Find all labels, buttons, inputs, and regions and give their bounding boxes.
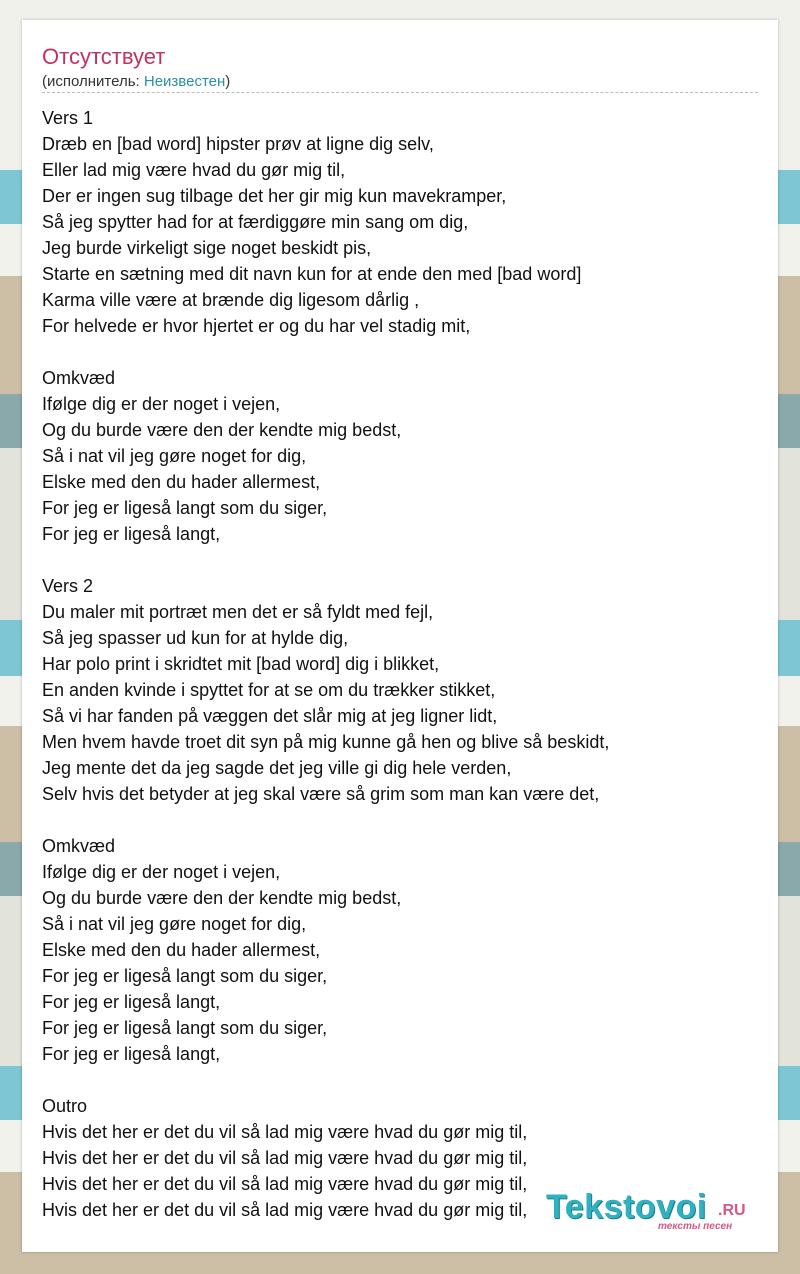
lyric-line: Karma ville være at brænde dig ligesom dårlig , (42, 290, 420, 310)
lyric-line: For jeg er ligeså langt, (42, 524, 221, 544)
logo-domain: .RU (718, 1202, 746, 1219)
lyric-line: Jeg burde virkeligt sige noget beskidt pis, (42, 238, 372, 258)
lyric-line: Elske med den du hader allermest, (42, 940, 321, 960)
lyric-line: For helvede er hvor hjertet er og du har vel stadig mit, (42, 316, 471, 336)
logo-wordmark: Tekstovoi (546, 1188, 707, 1226)
lyric-line: For jeg er ligeså langt som du siger, (42, 1018, 328, 1038)
lyric-line: Så jeg spytter had for at færdiggøre min sang om dig, (42, 212, 469, 232)
lyric-line: Ifølge dig er der noget i vejen, (42, 394, 281, 414)
site-logo[interactable] (546, 1188, 756, 1232)
lyrics-stanza (42, 833, 758, 1067)
song-title: Отсутствует (42, 44, 166, 69)
lyric-line: Jeg mente det da jeg sagde det jeg ville gi dig hele verden, (42, 758, 512, 778)
lyric-line: Så i nat vil jeg gøre noget for dig, (42, 446, 307, 466)
title-divider (42, 92, 758, 93)
lyric-line: Eller lad mig være hvad du gør mig til, (42, 160, 346, 180)
lyric-line: Selv hvis det betyder at jeg skal være så grim som man kan være det, (42, 784, 600, 804)
lyric-line: En anden kvinde i spyttet for at se om du trækker stikket, (42, 680, 496, 700)
stanza-heading: Vers 2 (42, 576, 94, 596)
stanza-heading: Omkvæd (42, 836, 116, 856)
lyric-line: For jeg er ligeså langt som du siger, (42, 498, 328, 518)
lyric-line: Men hvem havde troet dit syn på mig kunne gå hen og blive så beskidt, (42, 732, 610, 752)
lyric-line: Dræb en [bad word] hipster prøv at ligne dig selv, (42, 134, 434, 154)
lyric-line: Hvis det her er det du vil så lad mig være hvad du gør mig til, (42, 1148, 528, 1168)
lyric-line: For jeg er ligeså langt som du siger, (42, 966, 328, 986)
lyric-line: Har polo print i skridtet mit [bad word] dig i blikket, (42, 654, 440, 674)
lyric-line: Elske med den du hader allermest, (42, 472, 321, 492)
lyric-line: Så vi har fanden på væggen det slår mig at jeg ligner lidt, (42, 706, 498, 726)
lyric-line: Og du burde være den der kendte mig bedst, (42, 888, 402, 908)
lyrics-body (42, 105, 758, 1249)
stanza-heading: Outro (42, 1096, 88, 1116)
lyrics-stanza (42, 365, 758, 547)
lyric-line: Så i nat vil jeg gøre noget for dig, (42, 914, 307, 934)
stanza-heading: Vers 1 (42, 108, 94, 128)
lyrics-stanza (42, 573, 758, 807)
stanza-heading: Omkvæd (42, 368, 116, 388)
lyric-line: Så jeg spasser ud kun for at hylde dig, (42, 628, 349, 648)
lyric-line: Ifølge dig er der noget i vejen, (42, 862, 281, 882)
artist-prefix: (исполнитель: (42, 73, 144, 90)
lyric-line: For jeg er ligeså langt, (42, 992, 221, 1012)
lyric-line: For jeg er ligeså langt, (42, 1044, 221, 1064)
lyric-line: Hvis det her er det du vil så lad mig være hvad du gør mig til, (42, 1122, 528, 1142)
logo-tagline: тексты песен (658, 1221, 733, 1232)
lyric-line: Hvis det her er det du vil så lad mig være hvad du gør mig til, (42, 1200, 528, 1220)
artist-line (42, 73, 230, 90)
artist-suffix: ) (225, 73, 231, 90)
lyrics-card (22, 20, 778, 1252)
lyric-line: Starte en sætning med dit navn kun for at ende den med [bad word] (42, 264, 582, 284)
lyric-line: Og du burde være den der kendte mig bedst, (42, 420, 402, 440)
lyrics-stanza (42, 105, 758, 339)
artist-link[interactable]: Неизвестен (143, 73, 226, 90)
lyric-line: Der er ingen sug tilbage det her gir mig kun mavekramper, (42, 186, 507, 206)
lyric-line: Du maler mit portræt men det er så fyldt med fejl, (42, 602, 434, 622)
lyric-line: Hvis det her er det du vil så lad mig være hvad du gør mig til, (42, 1174, 528, 1194)
